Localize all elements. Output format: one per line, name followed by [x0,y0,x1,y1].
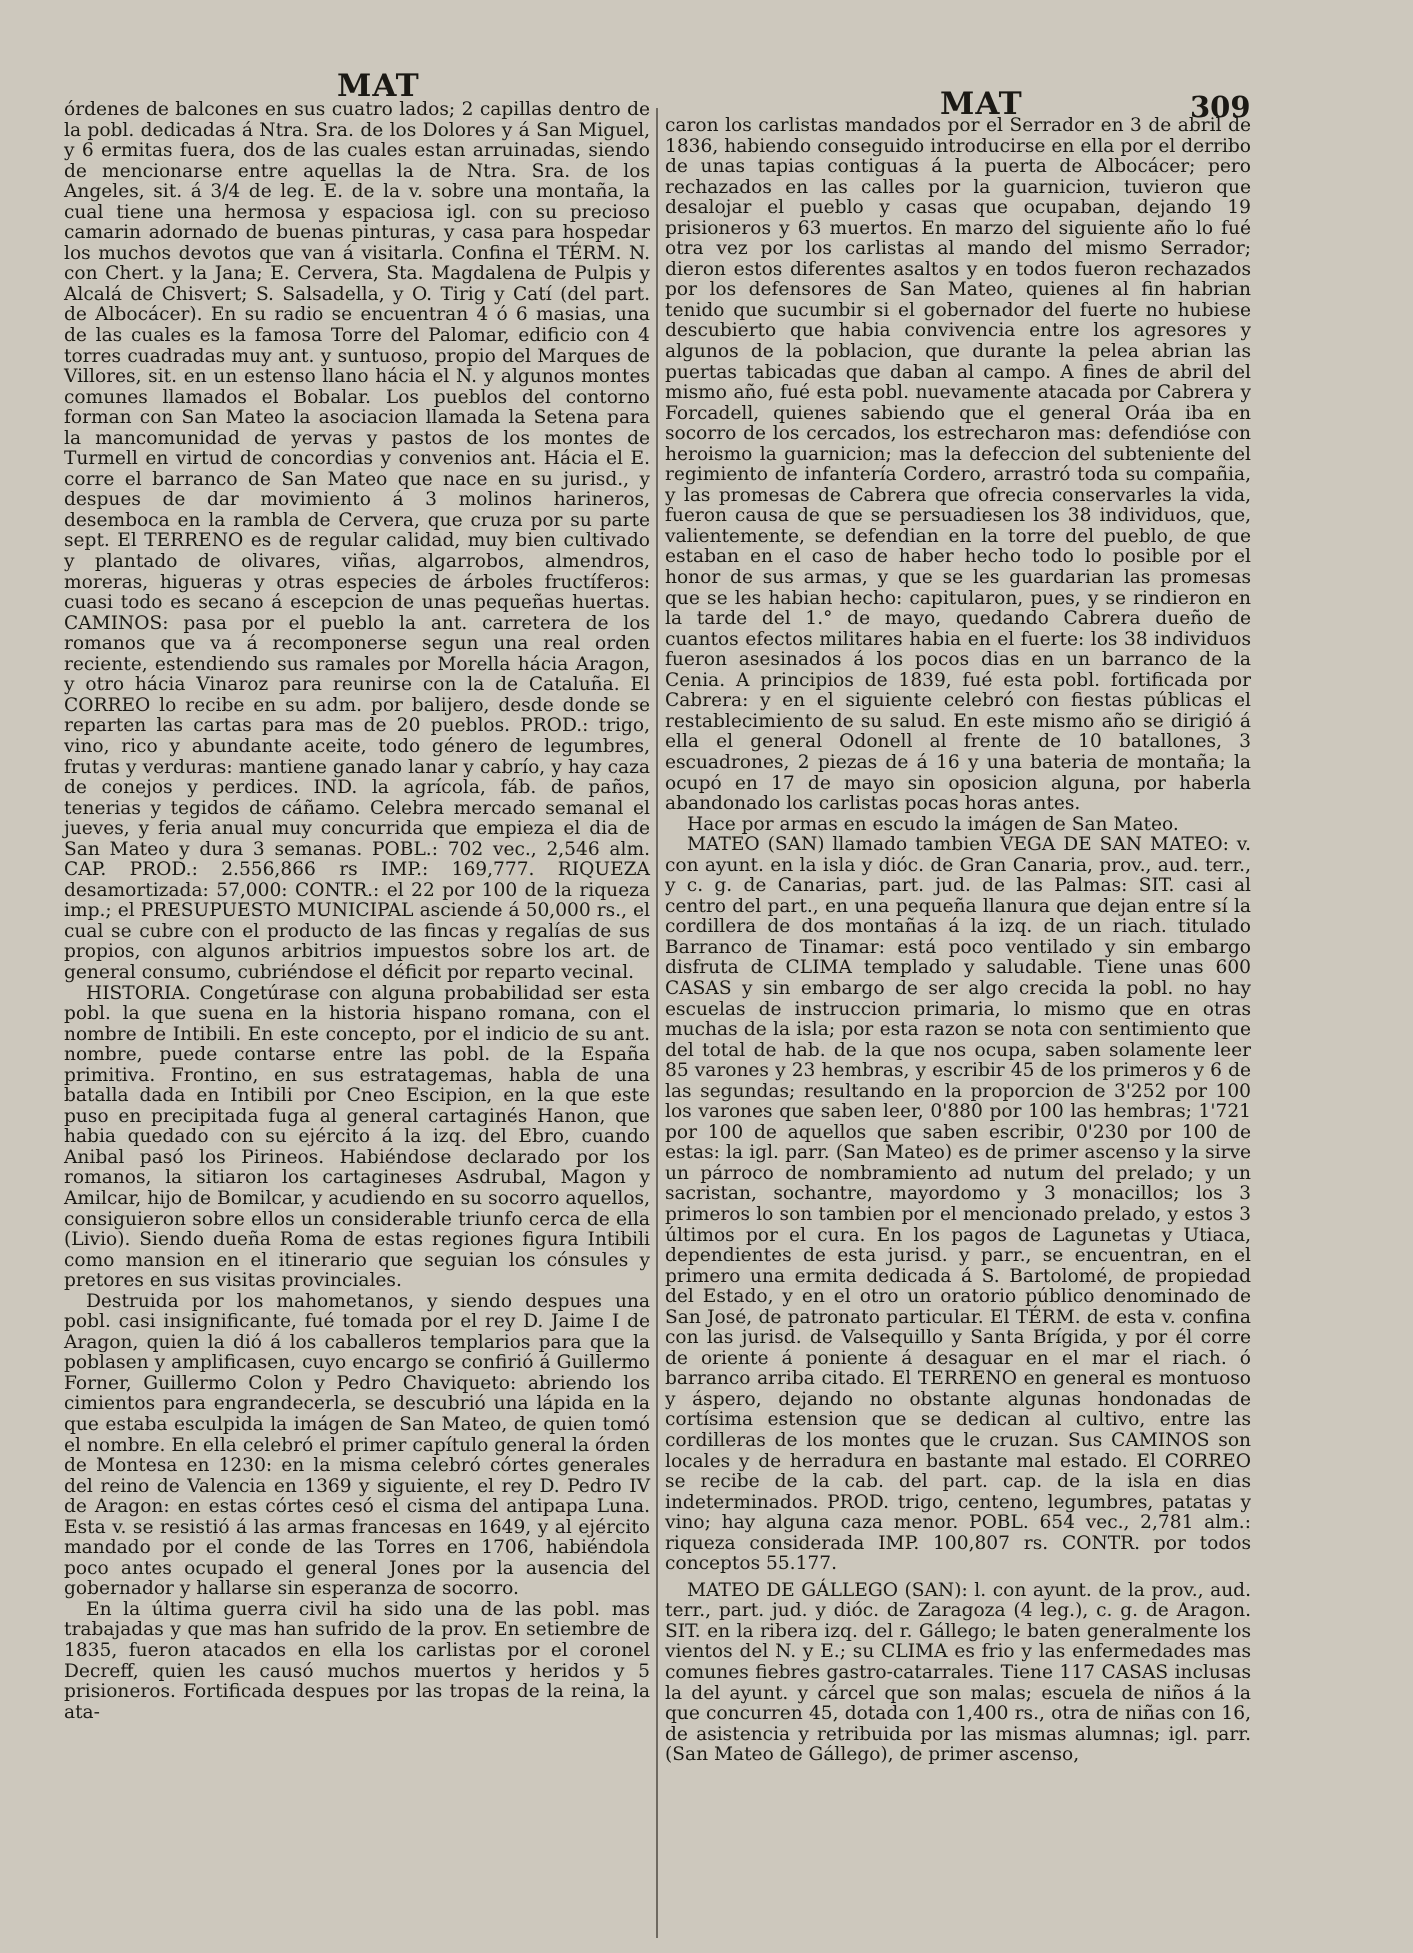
left-running-head: MAT [337,68,420,104]
page-number: 309 [1190,90,1251,124]
right-running-head: MAT [940,86,1023,122]
left-column [64,100,650,1723]
paragraph: caron los carlistas mandados por el Serrador en 3 de abril de 1836, habiendo conseguido introducirse en ella por el derribo de unas tapias contiguas á la puerta de Albocácer; pero rechazados en las calles por la guarnicion, tuvieron que desalojar el pueblo y casas que ocupaban, dejando 19 prisioneros y 63 muertos. En marzo del siguiente año lo fué otra vez por los carlistas al mando del mismo Serrador; dieron estos diferentes asaltos y en todos fueron rechazados por los defensores de San Mateo, quienes al fin habrian tenido que sucumbir si el gobernador del fuerte no hubiese descubierto que habia convivencia entre los agresores y algunos de la poblacion, que durante la pelea abrian las puertas tabicadas que daban al campo. A fines de abril del mismo año, fué esta pobl. nuevamente atacada por Cabrera y Forcadell, quienes sabiendo que el general Oráa iba en socorro de los cercados, los estrecharon mas: defendióse con heroismo la guarnicion; mas la defeccion del subteniente del regimiento de infantería Cordero, arrastró toda su compañia, y las promesas de Cabrera que ofrecia conservarles la vida, fueron causa de que se persuadiesen los 38 individuos, que, valientemente, se defendian en la torre del pueblo, de que estaban en el caso de haber hecho todo lo posible por el honor de sus armas, y que se les guardarian las promesas que se les habian hecho: capitularon, pues, y se rindieron en la tarde del 1.° de mayo, quedando Cabrera dueño de cuantos efectos militares habia en el fuerte: los 38 individuos fueron asesinados á los pocos dias en un barranco de la Cenia. A principios de 1839, fué esta pobl. fortificada por Cabrera: y en el siguiente celebró con fiestas públicas el restablecimiento de su salud. En este mismo año se dirigió á ella el general Odonell al frente de 10 batallones, 3 escuadrones, 2 piezas de á 16 y una bateria de montaña; la ocupó en 17 de mayo sin oposicion alguna, por haberla abandonado los carlistas pocas horas antes. [665,115,1251,815]
paragraph: órdenes de balcones en sus cuatro lados; 2 capillas dentro de la pobl. dedicadas á Ntra. Sra. de los Dolores y á San Miguel, y 6 ermitas fuera, dos de las cuales estan arruinadas, siendo de mencionarse entre aquellas la de Ntra. Sra. de los Angeles, sit. á 3/4 de leg. E. de la v. sobre una montaña, la cual tiene una hermosa y espaciosa igl. con su precioso camarin adornado de buenas pinturas, y casa para hospedar los muchos devotos que van á visitarla. Confina el TÉRM. N. con Chert. y la Jana; E. Cervera, Sta. Magdalena de Pulpis y Alcalá de Chisvert; S. Salsadella, y O. Tirig y Catí (del part. de Albocácer). En su radio se encuentran 4 ó 6 masias, una de las cuales es la famosa Torre del Palomar, edificio con 4 torres cuadradas muy ant. y suntuoso, propio del Marques de Villores, sit. en un estenso llano hácia el N. y algunos montes comunes llamados el Bobalar. Los pueblos del contorno forman con San Mateo la asociacion llamada la Setena para la mancomunidad de yervas y pastos de los montes de Turmell en virtud de concordias y convenios ant. Hácia el E. corre el barranco de San Mateo que nace en su jurisd., y despues de dar movimiento á 3 molinos harineros, desemboca en la rambla de Cervera, que cruza por su parte sept. El TERRENO es de regular calidad, muy bien cultivado y plantado de olivares, viñas, algarrobos, almendros, moreras, higueras y otras especies de árboles fructíferos: cuasi todo es secano á escepcion de unas pequeñas huertas. CAMINOS: pasa por el pueblo la ant. carretera de los romanos que va á recomponerse segun una real orden reciente, estendiendo sus ramales por Morella hácia Aragon, y otro hácia Vinaroz para reunirse con la de Cataluña. El CORREO lo recibe en su adm. por balijero, desde donde se reparten las cartas para mas de 20 pueblos. PROD.: trigo, vino, rico y abundante aceite, todo género de legumbres, frutas y verduras: mantiene ganado lanar y cabrío, y hay caza de conejos y perdices. IND. la agrícola, fáb. de paños, tenerias y tegidos de cáñamo. Celebra mercado semanal el jueves, y feria anual muy concurrida que empieza el dia de San Mateo y dura 3 semanas. POBL.: 702 vec., 2,546 alm. CAP. PROD.: 2.556,866 rs IMP.: 169,777. RIQUEZA desamortizada: 57,000: CONTR.: el 22 por 100 de la riqueza imp.; el PRESUPUESTO MUNICIPAL asciende á 50,000 rs., el cual se cubre con el producto de las fincas y regalías de sus propios, con algunos arbitrios impuestos sobre los art. de general consumo, cubriéndose el déficit por reparto vecinal. [64,99,650,983]
paragraph: En la última guerra civil ha sido una de las pobl. mas trabajadas y que mas han sufrido de la prov. En setiembre de 1835, fueron atacados en ella los carlistas por el coronel Decreff, quien les causó muchos muertos y heridos y 5 prisioneros. Fortificada despues por las tropas de la reina, la ata- [64,1598,650,1723]
paragraph: HISTORIA. Congetúrase con alguna probabilidad ser esta pobl. la que suena en la historia hispano romana, con el nombre de Intibili. En este concepto, por el indicio de su ant. nombre, puede contarse entre las pobl. de la España primitiva. Frontino, en sus estratagemas, habla de una batalla dada en Intibili por Cneo Escipion, en la que este puso en precipitada fuga al general cartaginés Hanon, que habia quedado con su ejército á la izq. del Ebro, cuando Anibal pasó los Pirineos. Habiéndose declarado por los romanos, la sitiaron los cartagineses Asdrubal, Magon y Amilcar, hijo de Bomilcar, y acudiendo en su socorro aquellos, consiguieron sobre ellos un considerable triunfo cerca de ella (Livio). Siendo dueña Roma de estas regiones figura Intibili como mansion en el itinerario que seguian los cónsules y pretores en sus visitas provinciales. [64,982,650,1292]
right-column [665,116,1251,1766]
paragraph: Hace por armas en escudo la imágen de San Mateo. [687,813,1179,835]
entry-mateo-de-gallego: MATEO DE GÁLLEGO (SAN): l. con ayunt. de la prov., aud. terr., part. jud. y dióc. de Zaragoza (4 leg.), c. g. de Aragon. SIT. en la ribera izq. del r. Gállego; le baten generalmente los vientos del N. y E.; su CLIMA es frio y las enfermedades mas comunes fiebres gastro-catarrales. Tiene 117 CASAS inclusas la del ayunt. y cárcel que son malas; escuela de niños á la que concurren 45, dotada con 1,400 rs., otra de niñas con 16, de asistencia y retribuida por las mismas alumnas; igl. parr. (San Mateo de Gállego), de primer ascenso, [665,1579,1251,1766]
paragraph: Destruida por los mahometanos, y siendo despues una pobl. casi insignificante, fué tomada por el rey D. Jaime I de Aragon, quien la dió á los caballeros templarios para que la poblasen y amplificasen, cuyo encargo se confirió á Guillermo Forner, Guillermo Colon y Pedro Chaviqueto: abriendo los cimientos para engrandecerla, se descubrió una lápida en la que estaba esculpida la imágen de San Mateo, de quien tomó el nombre. En ella celebró el primer capítulo general la órden de Montesa en 1230: en la misma celebró córtes generales del reino de Valencia en 1369 y siguiente, el rey D. Pedro IV de Aragon: en estas córtes cesó el cisma del antipapa Luna. Esta v. se resistió á las armas francesas en 1649, y al ejército mandado por el conde de las Torres en 1706, habiéndola poco antes ocupado el general Jones por la ausencia del gobernador y hallarse sin esperanza de socorro. [64,1290,650,1600]
column-divider [656,108,658,1938]
entry-mateo-san: MATEO (SAN) llamado tambien VEGA DE SAN MATEO: v. con ayunt. en la isla y dióc. de Gran Canaria, prov., aud. terr., y c. g. de Canarias, part. jud. de las Palmas: SIT. casi al centro del part., en una pequeña llanura que dejan entre sí la cordillera de dos montañas á la izq. de un riach. titulado Barranco de Tinamar: está poco ventilado y sin embargo disfruta de CLIMA templado y saludable. Tiene unas 600 CASAS y sin embargo de ser algo crecida la pobl. no hay escuelas de instruccion primaria, lo mismo que en otras muchas de la isla; por esta razon se nota con sentimiento que del total de hab. de la que nos ocupa, saben solamente leer 85 varones y 23 hembras, y escribir 45 de los primeros y 6 de las segundas; resultando en la proporcion de 3'252 por 100 los varones que saben leer, 0'880 por 100 las hembras; 1'721 por 100 de aquellos que saben escribir, 0'230 por 100 de estas: la igl. parr. (San Mateo) es de primer ascenso y la sirve un párroco de nombramiento ad nutum del prelado; y un sacristan, sochantre, mayordomo y 3 monacillos; los 3 primeros lo son tambien por el mencionado prelado, y estos 3 últimos por el cura. En los pagos de Lagunetas y Utiaca, dependientes de esta jurisd. y parr., se encuentran, en el primero una ermita dedicada á S. Bartolomé, de propiedad del Estado, y en el otro un oratorio público denominado de San José, de patronato particular. El TÉRM. de esta v. confina con las jurisd. de Valsequillo y Santa Brígida, y por él corre de oriente á poniente á desaguar en el mar el riach. ó barranco arriba citado. El TERRENO en general es montuoso y áspero, dejando no obstante algunas hondonadas de cortísima estension que se dedican al cultivo, entre las cordilleras de los montes que le cruzan. Sus CAMINOS son locales y de herradura en bastante mal estado. El CORREO se recibe de la cab. del part. cap. de la isla en dias indeterminados. PROD. trigo, centeno, legumbres, patatas y vino; hay alguna caza menor. POBL. 654 vec., 2,781 alm.: riqueza considerada IMP. 100,807 rs. CONTR. por todos conceptos 55.177. [665,834,1251,1575]
